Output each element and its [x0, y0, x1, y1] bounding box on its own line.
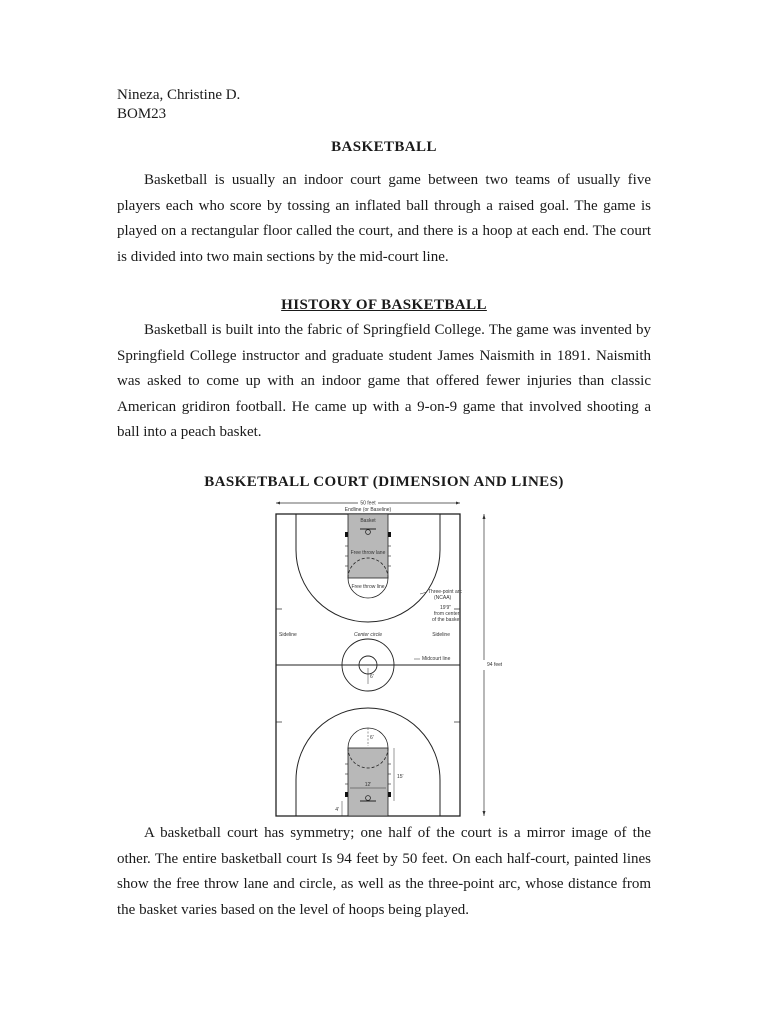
width-arrow-left: [276, 502, 280, 505]
ft-radius-label: 6': [370, 735, 374, 741]
lane-width-label: 12': [364, 782, 372, 788]
arc-distance-2: from center: [434, 611, 460, 617]
basket-label: Basket: [360, 518, 376, 524]
arc-label-1: Three-point arc: [428, 589, 462, 595]
endline-label: Endline (or Baseline): [344, 507, 392, 513]
length-arrow-bottom: [483, 811, 486, 816]
document-title: BASKETBALL: [331, 139, 437, 155]
sideline-label-left: Sideline: [279, 632, 297, 638]
author-name: Nineza, Christine D.: [117, 87, 241, 103]
lane-depth-label: 4': [335, 807, 339, 813]
court-paragraph: A basketball court has symmetry; one half of the court is a mirror image of the other. The entire basketball court Is 94 feet by 50 feet. On each half-court, painted lines show the free throw lane and circle, as well as the three-point arc, whose distance from the basket varies based on the level of hoops being played.: [117, 825, 651, 918]
ft-distance-label: 15': [397, 774, 404, 780]
block-mark-bottom-right: [388, 792, 391, 797]
arc-distance-1: 19'9": [440, 605, 452, 611]
course-code: BOM23: [117, 106, 167, 122]
sideline-label-right: Sideline: [432, 632, 450, 638]
center-circle-label: Center circle: [353, 632, 383, 638]
arc-label-2: (NCAA): [434, 595, 452, 601]
arc-distance-3: of the basket: [432, 617, 461, 623]
block-mark-top-left: [345, 532, 348, 537]
length-arrow-top: [483, 514, 486, 519]
block-mark-top-right: [388, 532, 391, 537]
intro-paragraph: Basketball is usually an indoor court game between two teams of usually five players each who score by tossing an inflated ball through a raised goal. The game is played on a rectangular floor called the court, and there is a hoop at each end. The court is divided into two main sections by the mid-court line.: [117, 172, 651, 265]
history-paragraph: Basketball is built into the fabric of Springfield College. The game was invented by Springfield College instructor and graduate student James Naismith in 1891. Naismith was asked to come up with an indoor game that offered fewer injuries than classic American gridiron football. He came up with a 9-on-9 game that involved shooting a ball into a peach basket.: [117, 322, 651, 440]
lane-label: Free throw lane: [350, 550, 386, 556]
court-heading-text: BASKETBALL COURT (DIMENSION AND LINES): [204, 474, 564, 490]
block-mark-bottom-left: [345, 792, 348, 797]
width-arrow-right: [456, 502, 460, 505]
center-radius-label: 6': [370, 674, 374, 680]
width-label: 50 feet: [360, 500, 376, 507]
court-diagram: [262, 496, 502, 820]
history-heading: [0, 297, 768, 314]
midcourt-label: Midcourt line: [422, 656, 451, 662]
court-diagram-svg: [262, 496, 502, 820]
length-label: 94 feet: [487, 662, 502, 668]
ft-line-label: Free throw line: [351, 584, 385, 590]
court-heading: [0, 474, 768, 491]
author-block: [117, 86, 240, 124]
history-heading-text: HISTORY OF BASKETBALL: [281, 297, 487, 313]
